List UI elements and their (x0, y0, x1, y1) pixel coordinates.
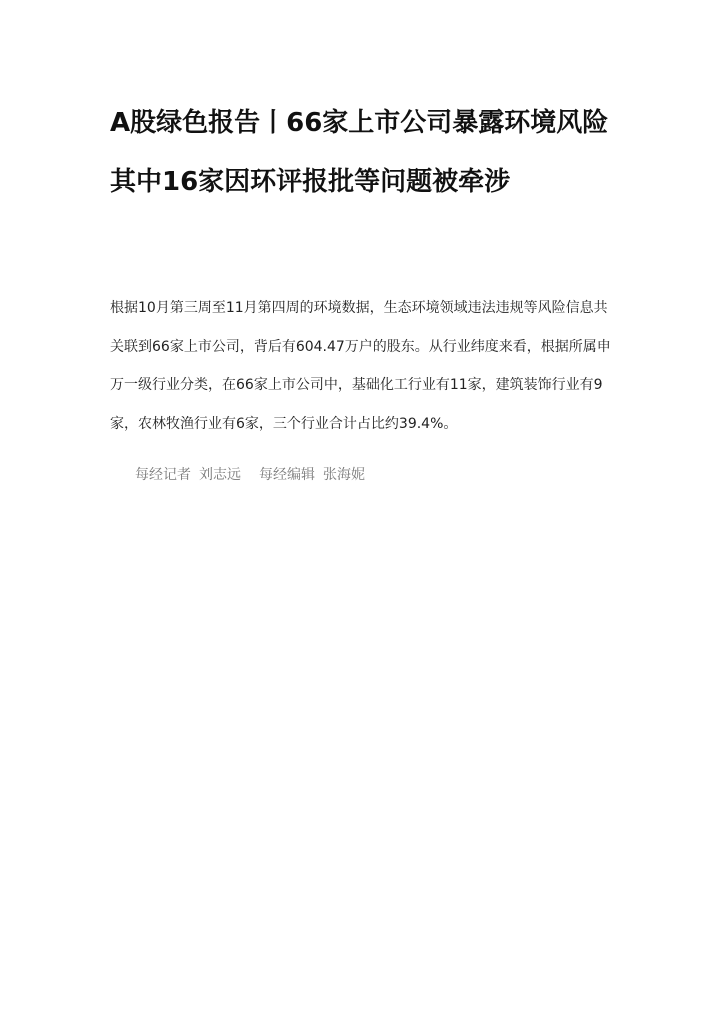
article-body: 根据10月第三周至11月第四周的环境数据，生态环境领域违法违规等风险信息共关联到66家上市公司，背后有604.47万户的股东。从行业纬度来看，根据所属申万一级行业分类，在66家上市公司中，基础化工行业有11家，建筑装饰行业有9家，农林牧渔行业有6家，三个行业合计占比约39.4%。 (110, 300, 611, 432)
reporter-label: 每经记者 (135, 467, 191, 483)
byline (135, 462, 365, 488)
reporter-name: 刘志远 (199, 467, 241, 483)
article-title: A股绿色报告丨66家上市公司暴露环境风险 其中16家因环评报批等问题被牵涉 (110, 108, 609, 197)
editor-name: 张海妮 (323, 467, 365, 483)
editor-label: 每经编辑 (259, 467, 315, 483)
